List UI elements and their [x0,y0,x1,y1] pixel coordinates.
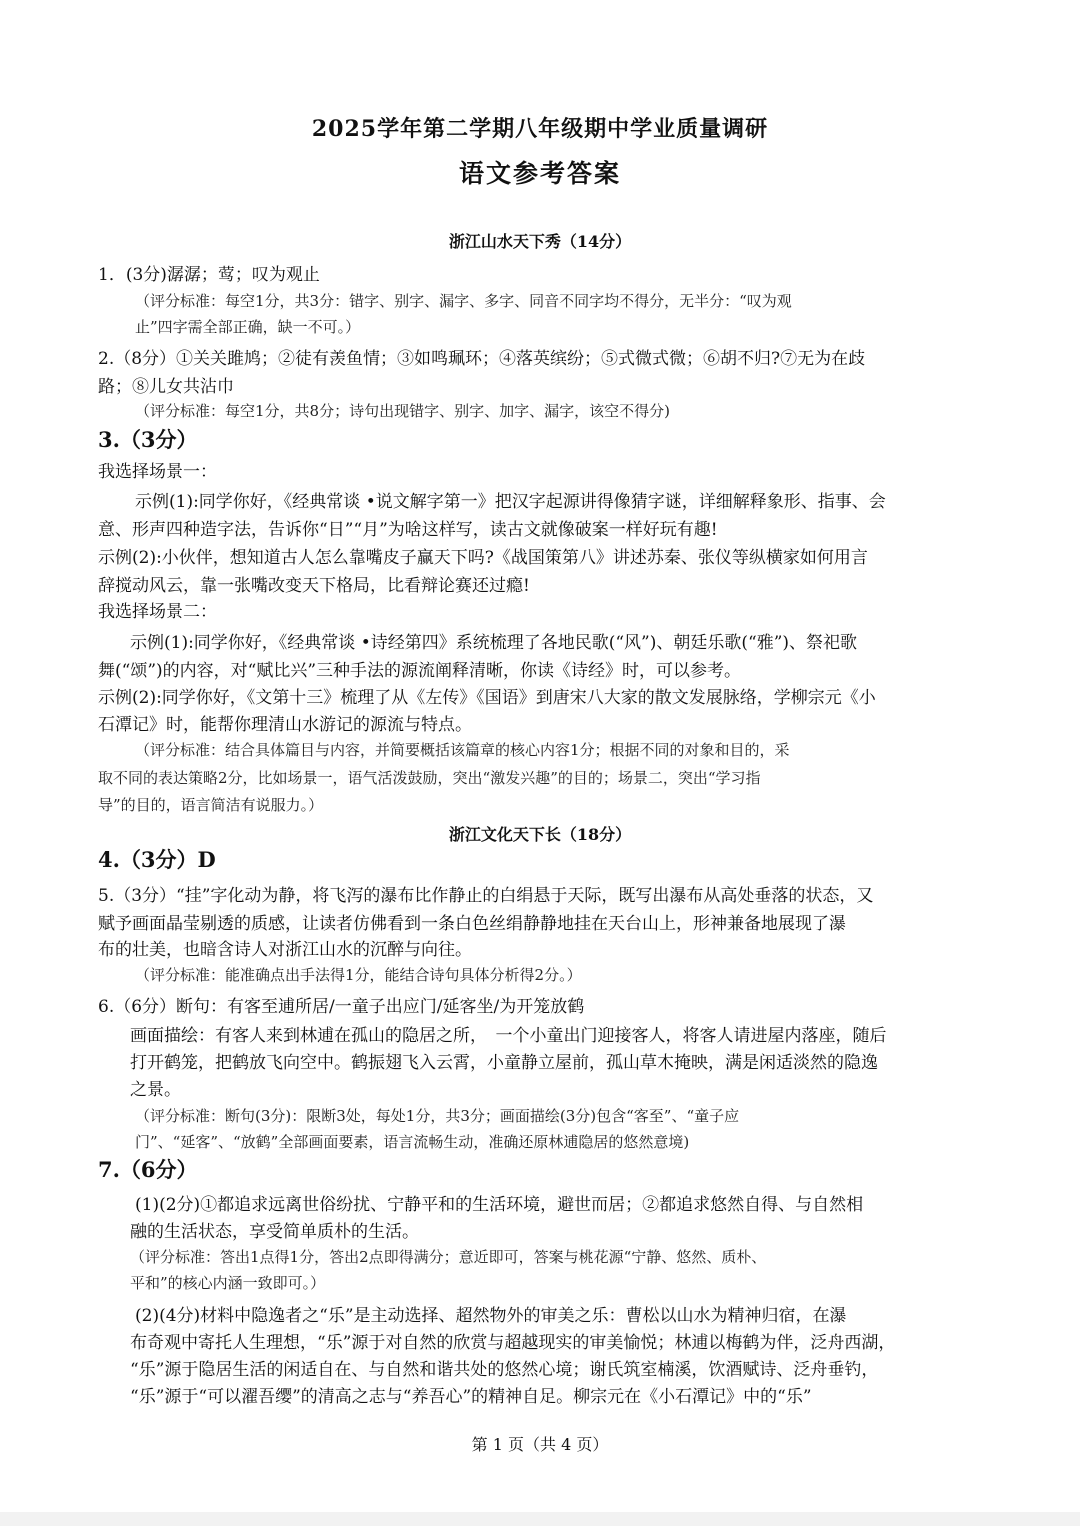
answer-line: 画面描绘：有客人来到林逋在孤山的隐居之所， 一个小童出门迎接客人，将客人请进屋内落座，随后 [130,1026,887,1046]
answer-line: 石潭记》时，能帮你理清山水游记的源流与特点。 [98,715,472,735]
answer-line: “乐”源于隐居生活的闲适自在、与自然和谐共处的悠然心境；谢氏筑室楠溪，饮酒赋诗、泛舟垂钓， [130,1360,879,1380]
scoring-note: 门”、“延客”、“放鹤”全部画面要素，语言流畅生动，准确还原林逋隐居的悠然意境) [135,1133,690,1151]
question-heading: 3.（3分） [98,427,198,452]
answer-subtitle: 语文参考答案 [458,159,621,188]
scan-edge [0,1512,1080,1526]
answer-line: 布奇观中寄托人生理想，“乐”源于对自然的欣赏与超越现实的审美愉悦；林逋以梅鹤为伴，泛舟西湖， [130,1333,896,1353]
answer-line: (2)(4分)材料中隐逸者之“乐”是主动选择、超然物外的审美之乐：曹松以山水为精神归宿，在瀑 [135,1306,847,1326]
answer-line: 我选择场景二： [98,602,217,622]
answer-line: 路；⑧儿女共沾巾 [98,377,234,397]
answer-line: 我选择场景一： [98,462,217,482]
scoring-note: 导”的目的，语言简洁有说服力。） [98,796,324,814]
answer-line: 意、形声四种造字法，告诉你“日”“月”为啥这样写，读古文就像破案一样好玩有趣! [98,520,718,540]
answer-line: 舞(“颂”)的内容，对“赋比兴”三种手法的源流阐释清晰，你读《诗经》时，可以参考。 [98,661,742,681]
answer-line: 6.（6分）断句：有客至逋所居/一童子出应门/延客坐/为开笼放鹤 [98,997,585,1017]
section-title-1: 浙江山水天下秀（14分） [448,232,632,251]
answer-line: 2.（8分）①关关雎鸠；②徒有羡鱼情；③如鸣珮环；④落英缤纷；⑤式微式微；⑥胡不归?⑦无为在歧 [98,349,866,369]
scoring-note: 止”四字需全部正确，缺一不可。） [135,318,361,336]
answer-line: 示例(1):同学你好，《经典常谈 •说文解字第一》把汉字起源讲得像猜字谜，详细解释象形、指事、会 [135,492,886,512]
answer-line: 辞搅动风云，靠一张嘴改变天下格局，比看辩论赛还过瘾! [98,576,530,596]
scoring-note: （评分标准：答出1点得1分，答出2点即得满分；意近即可，答案与桃花源“宁静、悠然、质朴、 [130,1248,767,1266]
answer-line: 之景。 [130,1080,181,1100]
scoring-note: 平和”的核心内涵一致即可。） [130,1274,326,1292]
scoring-note: （评分标准：能准确点出手法得1分，能结合诗句具体分析得2分。） [135,966,582,984]
answer-line: 示例(1):同学你好，《经典常谈 •诗经第四》系统梳理了各地民歌(“风”)、朝廷乐歌(“雅”)、祭祀歌 [130,633,858,653]
exam-title: 2025学年第二学期八年级期中学业质量调研 [311,116,769,142]
scoring-note: 取不同的表达策略2分，比如场景一，语气活泼鼓励，突出“激发兴趣”的目的；场景二，突出“学习指 [98,769,761,787]
scoring-note: （评分标准：结合具体篇目与内容，并简要概括该篇章的核心内容1分；根据不同的对象和目的，采 [135,741,790,759]
answer-line: 示例(2):小伙伴，想知道古人怎么靠嘴皮子赢天下吗?《战国策第八》讲述苏秦、张仪等纵横家如何用言 [98,548,868,568]
section-title-2: 浙江文化天下长（18分） [448,825,632,844]
answer-line: 融的生活状态，享受简单质朴的生活。 [130,1222,419,1242]
question-heading: 4.（3分）D [98,847,216,872]
scoring-note: （评分标准：断句(3分)：限断3处，每处1分，共3分；画面描绘(3分)包含“客至”、“童子应 [135,1107,740,1125]
answer-line: “乐”源于“可以濯吾缨”的清高之志与“养吾心”的精神自足。柳宗元在《小石潭记》中的“乐” [130,1387,812,1407]
scoring-note: （评分标准：每空1分，共3分：错字、别字、漏字、多字、同音不同字均不得分，无半分：“叹为观 [135,292,792,310]
answer-line: 示例(2):同学你好，《文第十三》梳理了从《左传》《国语》到唐宋八大家的散文发展脉络，学柳宗元《小 [98,688,876,708]
page-number: 第 1 页（共 4 页） [471,1435,609,1454]
question-heading: 7.（6分） [98,1157,198,1182]
answer-line: 赋予画面晶莹剔透的质感，让读者仿佛看到一条白色丝绢静静地挂在天台山上，形神兼备地展现了瀑 [98,914,846,934]
scoring-note: （评分标准：每空1分，共8分；诗句出现错字、别字、加字、漏字，该空不得分) [135,402,670,420]
answer-line: (1)(2分)①都追求远离世俗纷扰、宁静平和的生活环境，避世而居；②都追求悠然自得、与自然相 [135,1195,864,1215]
answer-line: 打开鹤笼，把鹤放飞向空中。鹤振翅飞入云霄，小童静立屋前，孤山草木掩映，满是闲适淡然的隐逸 [130,1053,878,1073]
answer-line: 1．(3分)潺潺；莺；叹为观止 [98,265,320,285]
answer-line: 布的壮美，也暗含诗人对浙江山水的沉醉与向往。 [98,940,472,960]
answer-line: 5.（3分）“挂”字化动为静，将飞泻的瀑布比作静止的白绢悬于天际，既写出瀑布从高处垂落的状态，又 [98,886,874,906]
